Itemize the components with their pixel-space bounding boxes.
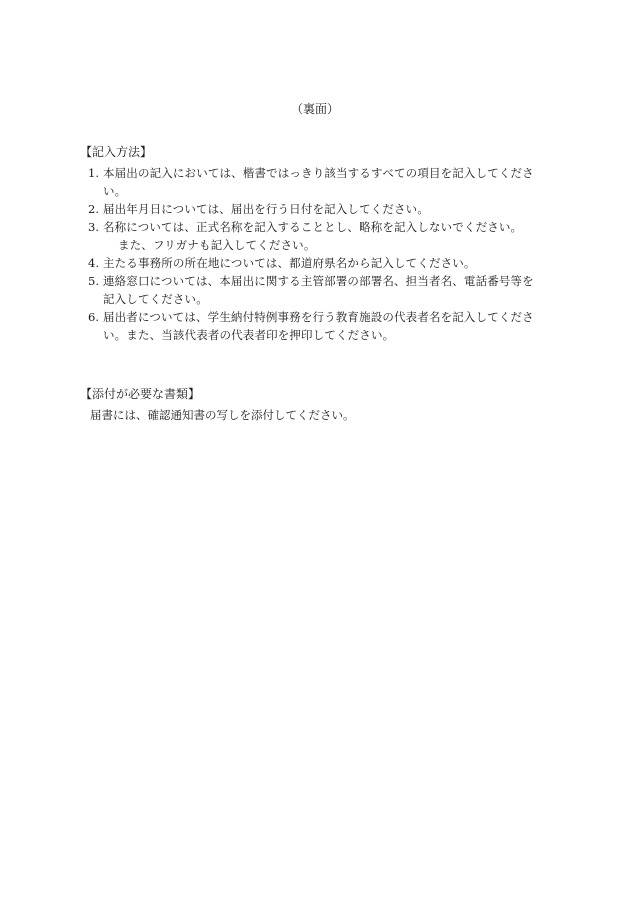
instruction-text: [103, 254, 560, 272]
instruction-line: 本届出の記入においては、楷書ではっきり該当するすべての項目を記入してくださ: [103, 166, 534, 180]
instruction-line: また、フリガナも記入してください。: [118, 238, 316, 252]
instruction-line: 主たる事務所の所在地については、都道府県名から記入してください。: [103, 256, 476, 270]
instruction-number: 2.: [88, 202, 99, 216]
attachments-heading: 【添付が必要な書類】: [80, 387, 201, 401]
instructions-section: [80, 143, 560, 344]
instruction-number: 3.: [88, 220, 99, 234]
instruction-item-1: [80, 164, 560, 200]
instruction-line: 連絡窓口については、本届出に関する主管部署の部署名、担当者名、電話番号等を: [103, 274, 534, 288]
instruction-item-2: [80, 200, 560, 218]
instruction-item-3: [80, 218, 560, 254]
instruction-text: [103, 272, 560, 308]
instruction-item-5: [80, 272, 560, 308]
instruction-line: い。また、当該代表者の代表者印を押印してください。: [103, 328, 395, 342]
instruction-line: 名称については、正式名称を記入することとし、略称を記入しないでください。: [103, 220, 523, 234]
instruction-number: 6.: [88, 310, 99, 324]
instruction-item-4: [80, 254, 560, 272]
instruction-text: [103, 218, 560, 254]
instruction-line: 記入してください。: [103, 292, 208, 306]
instruction-line: い。: [103, 184, 127, 198]
instruction-item-6: [80, 308, 560, 344]
back-side-label: （裏面）: [290, 102, 339, 116]
instruction-text: [103, 200, 560, 218]
instructions-list: [80, 164, 560, 344]
instruction-line: 届出年月日については、届出を行う日付を記入してください。: [103, 202, 429, 216]
instruction-text: [103, 164, 560, 200]
instruction-text: [103, 308, 560, 344]
instruction-number: 4.: [88, 256, 99, 270]
attachments-section: [80, 385, 560, 424]
instruction-line: 届出者については、学生納付特例事務を行う教育施設の代表者名を記入してくださ: [103, 310, 534, 324]
instructions-heading: 【記入方法】: [80, 145, 153, 159]
instruction-number: 5.: [88, 274, 99, 288]
instruction-number: 1.: [88, 166, 99, 180]
attachments-text: 届書には、確認通知書の写しを添付してください。: [90, 408, 355, 422]
